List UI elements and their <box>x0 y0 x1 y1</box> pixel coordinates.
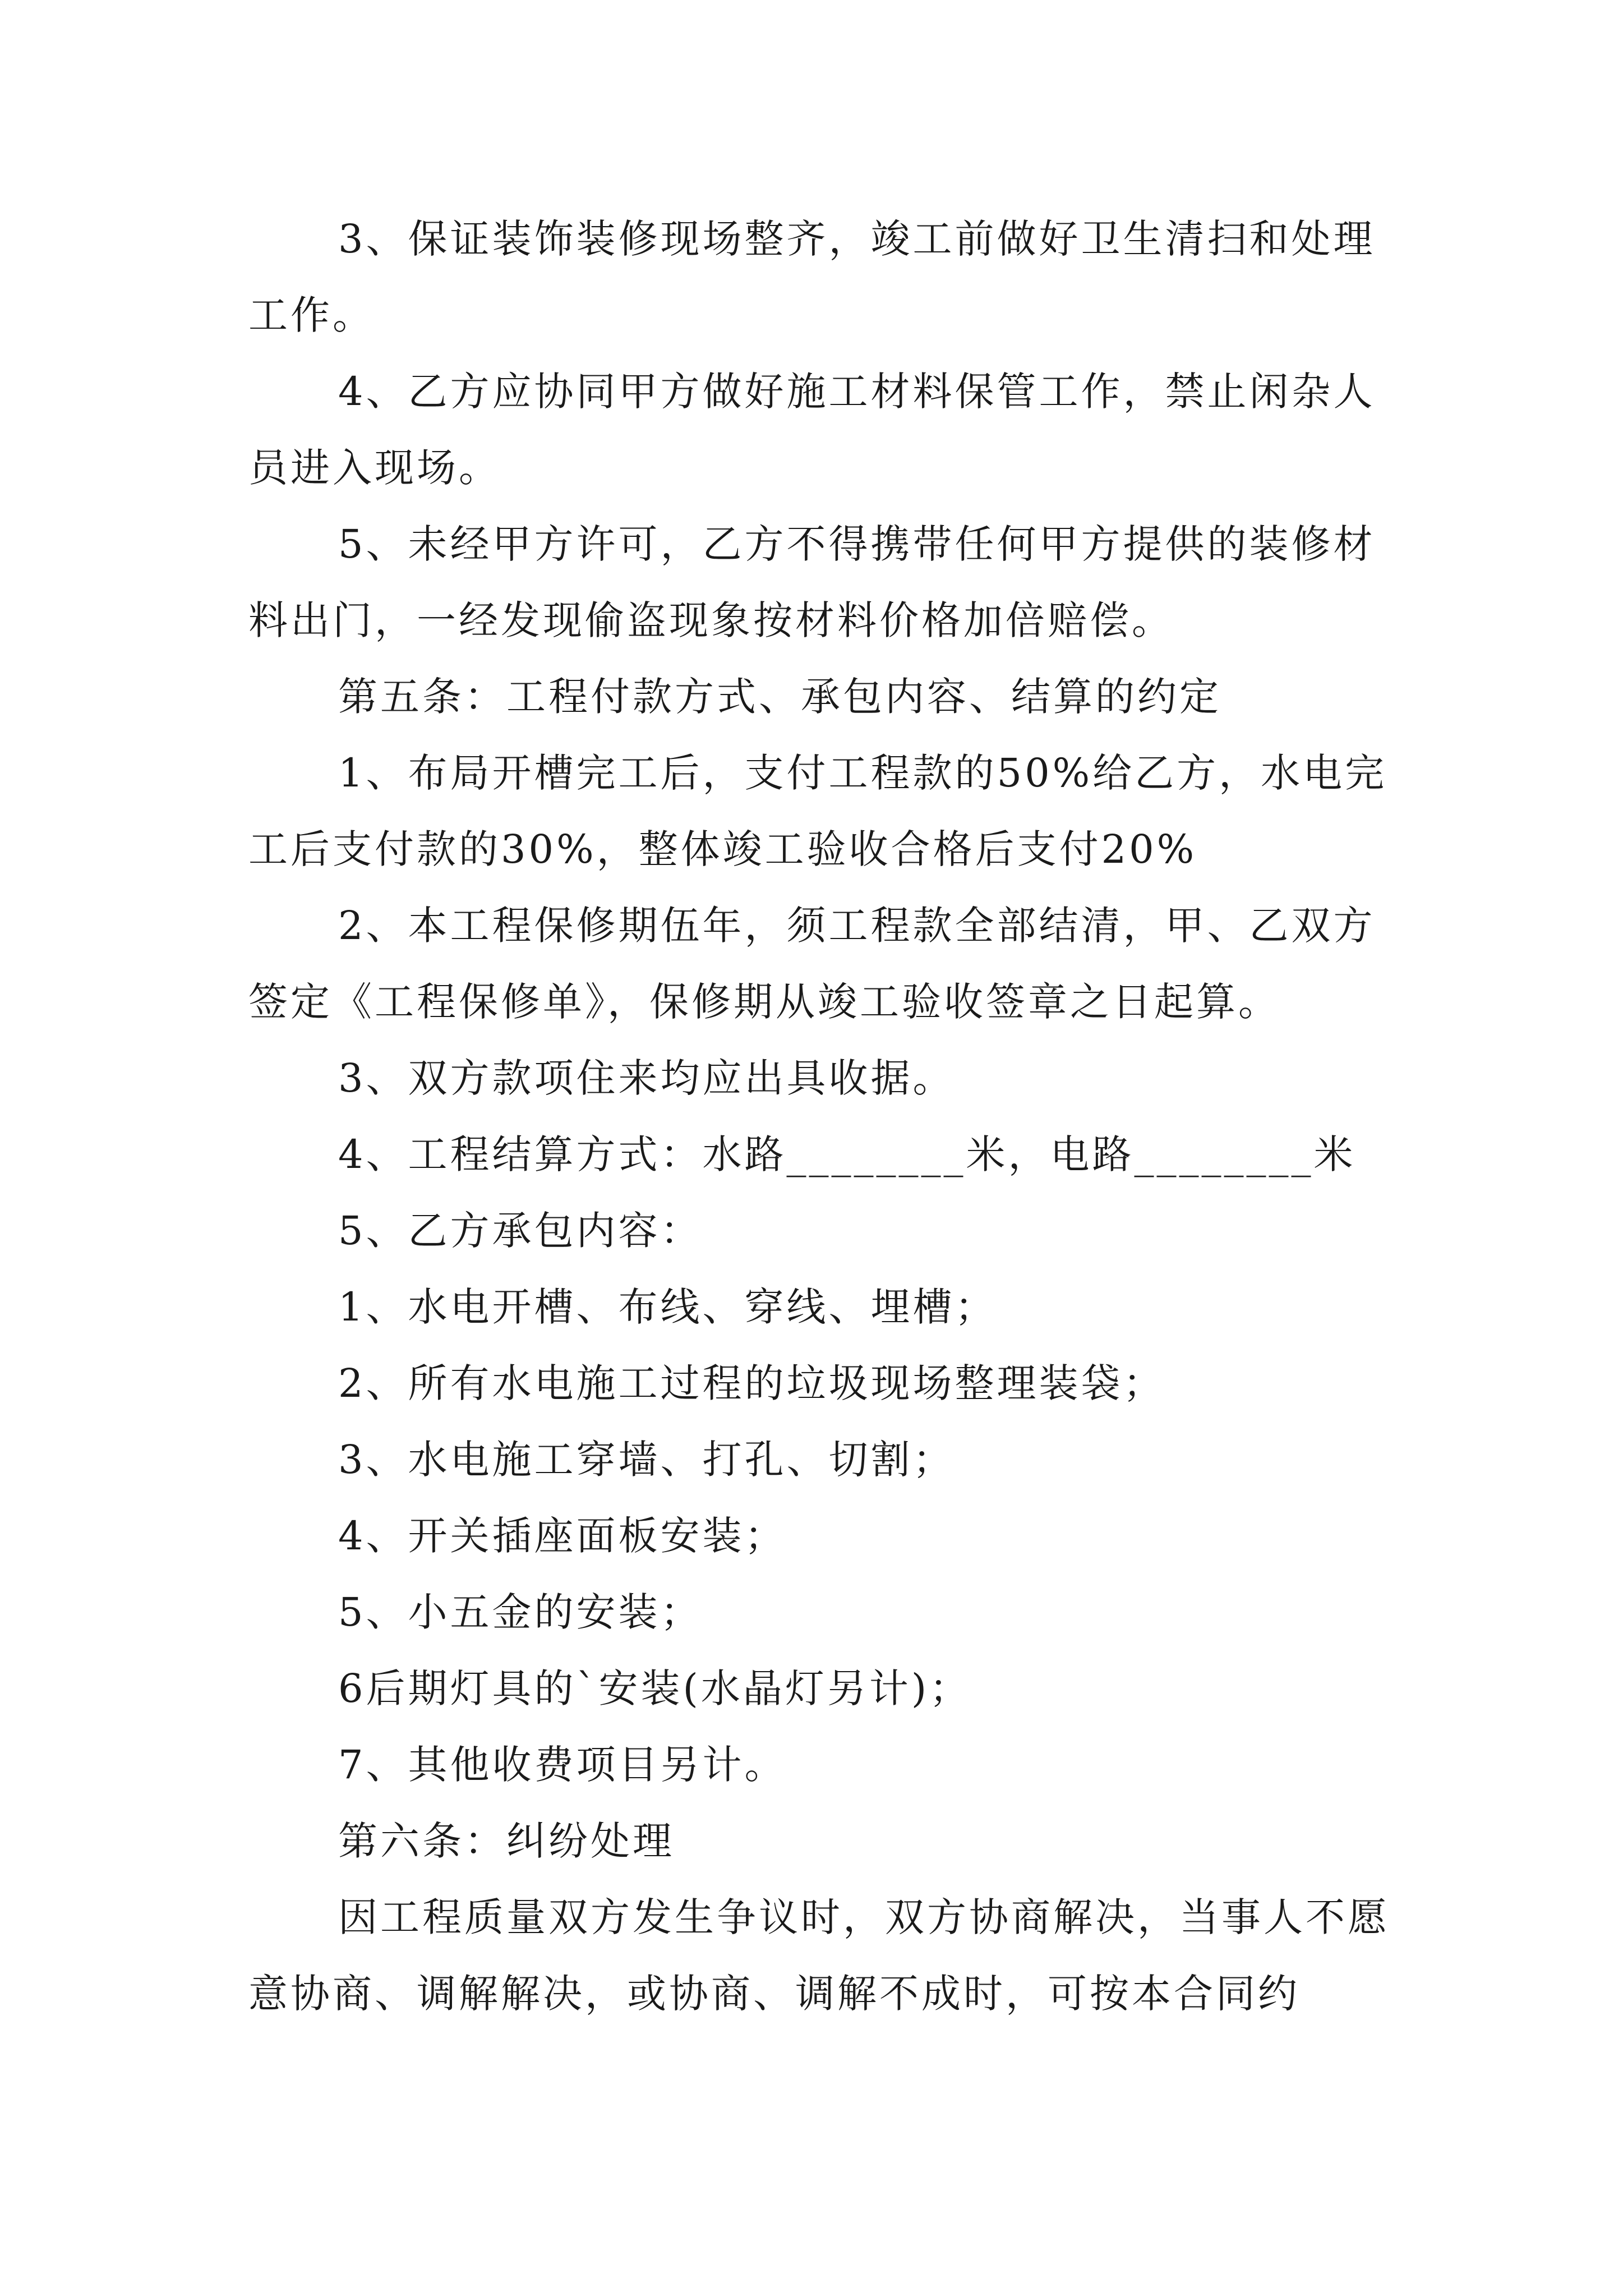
section-heading-article-6: 第六条：纠纷处理 <box>338 1818 675 1864</box>
list-item-scope-6: 6后期灯具的`安装(水晶灯另计)； <box>338 1665 972 1711</box>
list-item-scope-1: 1、水电开槽、布线、穿线、埋槽； <box>338 1284 997 1330</box>
paragraph-clause-4-4: 4、乙方应协同甲方做好施工材料保管工作，禁止闲杂人员进入现场。 <box>248 369 1376 491</box>
list-item-scope-3: 3、水电施工穿墙、打孔、切割； <box>338 1437 955 1483</box>
list-item-scope-4: 4、开关插座面板安装； <box>338 1513 787 1559</box>
paragraph-dispute: 因工程质量双方发生争议时，双方协商解决，当事人不愿意协商、调解解决，或协商、调解不成时，可按本合同约 <box>248 1894 1390 2017</box>
paragraph-warranty-2: 2、本工程保修期伍年，须工程款全部结清，甲、乙双方签定《工程保修单》，保修期从竣工验收签章之日起算。 <box>248 903 1376 1025</box>
section-heading-article-5: 第五条：工程付款方式、承包内容、结算的约定 <box>338 674 1221 720</box>
paragraph-clause-4-5: 5、未经甲方许可，乙方不得携带任何甲方提供的装修材料出门，一经发现偷盗现象按材料价格加倍赔偿。 <box>248 521 1376 643</box>
paragraph-receipts-3: 3、双方款项住来均应出具收据。 <box>338 1055 955 1101</box>
paragraph-payment-1: 1、布局开槽完工后，支付工程款的50%给乙方，水电完工后支付款的30%，整体竣工验收合格后支付20% <box>248 750 1387 872</box>
list-item-scope-5: 5、小五金的安装； <box>338 1589 703 1635</box>
list-item-scope-7: 7、其他收费项目另计。 <box>338 1742 787 1788</box>
paragraph-scope-5: 5、乙方承包内容： <box>338 1208 703 1254</box>
list-item-scope-2: 2、所有水电施工过程的垃圾现场整理装袋； <box>338 1360 1165 1406</box>
paragraph-settlement-4: 4、工程结算方式：水路________米，电路________米 <box>338 1131 1356 1177</box>
paragraph-clause-4-3: 3、保证装饰装修现场整齐，竣工前做好卫生清扫和处理工作。 <box>248 216 1376 338</box>
document-body <box>248 201 1395 2032</box>
